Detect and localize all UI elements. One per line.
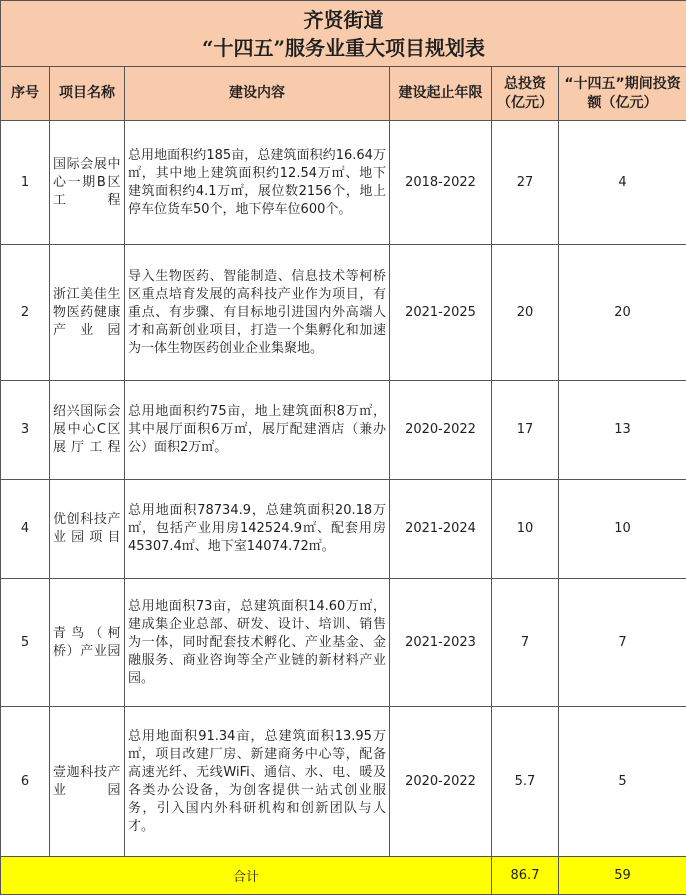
- row-content: 总用地面积约75亩，地上建筑面积8万㎡，其中展厅面积6万㎡，展厅配建酒店（兼办公）面积2万㎡。: [125, 381, 390, 480]
- table-row: [1, 480, 686, 579]
- header-plan-investment: “十四五”期间投资额（亿元）: [559, 67, 686, 121]
- header-name: 项目名称: [50, 67, 125, 121]
- table-row: [1, 121, 686, 245]
- row-project-name: 壹迦科技产业园: [50, 707, 125, 857]
- row-project-name: 青鸟（柯桥）产业园: [50, 579, 125, 707]
- title-row: [1, 1, 686, 67]
- table-row: [1, 707, 686, 857]
- plan-investment-sum: 59: [559, 857, 686, 895]
- total-investment-sum: 86.7: [492, 857, 559, 895]
- row-content: 总用地面积约185亩，总建筑面积约16.64万㎡，其中地上建筑面积约12.54万㎡、地下建筑面积约4.1万㎡，展位数2156个，地上停车位货车50个，地下停车位600个。: [125, 121, 390, 245]
- table-row: [1, 245, 686, 381]
- row-seq: 3: [1, 381, 50, 480]
- header-period: 建设起止年限: [390, 67, 492, 121]
- row-total-investment: 17: [492, 381, 559, 480]
- row-plan-investment: 5: [559, 707, 686, 857]
- row-content: 总用地面积91.34亩，总建筑面积13.95万㎡，项目改建厂房、新建商务中心等，配备高速光纤、无线WiFi、通信、水、电、暖及各类办公设备，为创客提供一站式创业服务，引入国内外科研机构和创新团队与人才。: [125, 707, 390, 857]
- row-total-investment: 27: [492, 121, 559, 245]
- header-row: [1, 67, 686, 121]
- total-row: [1, 857, 686, 895]
- row-period: 2021-2025: [390, 245, 492, 381]
- table-row: [1, 381, 686, 480]
- row-total-investment: 7: [492, 579, 559, 707]
- row-seq: 4: [1, 480, 50, 579]
- row-period: 2020-2022: [390, 707, 492, 857]
- row-plan-investment: 20: [559, 245, 686, 381]
- row-plan-investment: 10: [559, 480, 686, 579]
- title-line-2: “十四五”服务业重大项目规划表: [4, 34, 683, 62]
- row-plan-investment: 13: [559, 381, 686, 480]
- row-total-investment: 10: [492, 480, 559, 579]
- row-project-name: 绍兴国际会展中心C区展厅工程: [50, 381, 125, 480]
- row-seq: 1: [1, 121, 50, 245]
- row-period: 2021-2023: [390, 579, 492, 707]
- row-plan-investment: 7: [559, 579, 686, 707]
- row-seq: 5: [1, 579, 50, 707]
- header-seq: 序号: [1, 67, 50, 121]
- row-content: 总用地面积78734.9，总建筑面积20.18万㎡，包括产业用房142524.9㎡、配套用房45307.4㎡、地下室14074.72㎡。: [125, 480, 390, 579]
- row-project-name: 优创科技产业园项目: [50, 480, 125, 579]
- row-plan-investment: 4: [559, 121, 686, 245]
- row-content: 导入生物医药、智能制造、信息技术等柯桥区重点培育发展的高科技产业作为项目，有重点、有步骤、有目标地引进国内外高端人才和高新创业项目，打造一个集孵化和加速为一体生物医药创业企业集聚地。: [125, 245, 390, 381]
- table-title: [1, 1, 686, 67]
- header-content: 建设内容: [125, 67, 390, 121]
- row-project-name: 国际会展中心一期B区工程: [50, 121, 125, 245]
- row-seq: 2: [1, 245, 50, 381]
- row-content: 总用地面积73亩，总建筑面积14.60万㎡，建成集企业总部、研发、设计、培训、销售为一体，同时配套技术孵化、产业基金、金融服务、商业咨询等全产业链的新材料产业园。: [125, 579, 390, 707]
- row-period: 2021-2024: [390, 480, 492, 579]
- table-row: [1, 579, 686, 707]
- total-label: 合计: [1, 857, 492, 895]
- row-project-name: 浙江美佳生物医药健康产业园: [50, 245, 125, 381]
- row-period: 2020-2022: [390, 381, 492, 480]
- header-total-investment: 总投资（亿元）: [492, 67, 559, 121]
- row-period: 2018-2022: [390, 121, 492, 245]
- row-total-investment: 20: [492, 245, 559, 381]
- row-seq: 6: [1, 707, 50, 857]
- title-line-1: 齐贤街道: [4, 6, 683, 34]
- row-total-investment: 5.7: [492, 707, 559, 857]
